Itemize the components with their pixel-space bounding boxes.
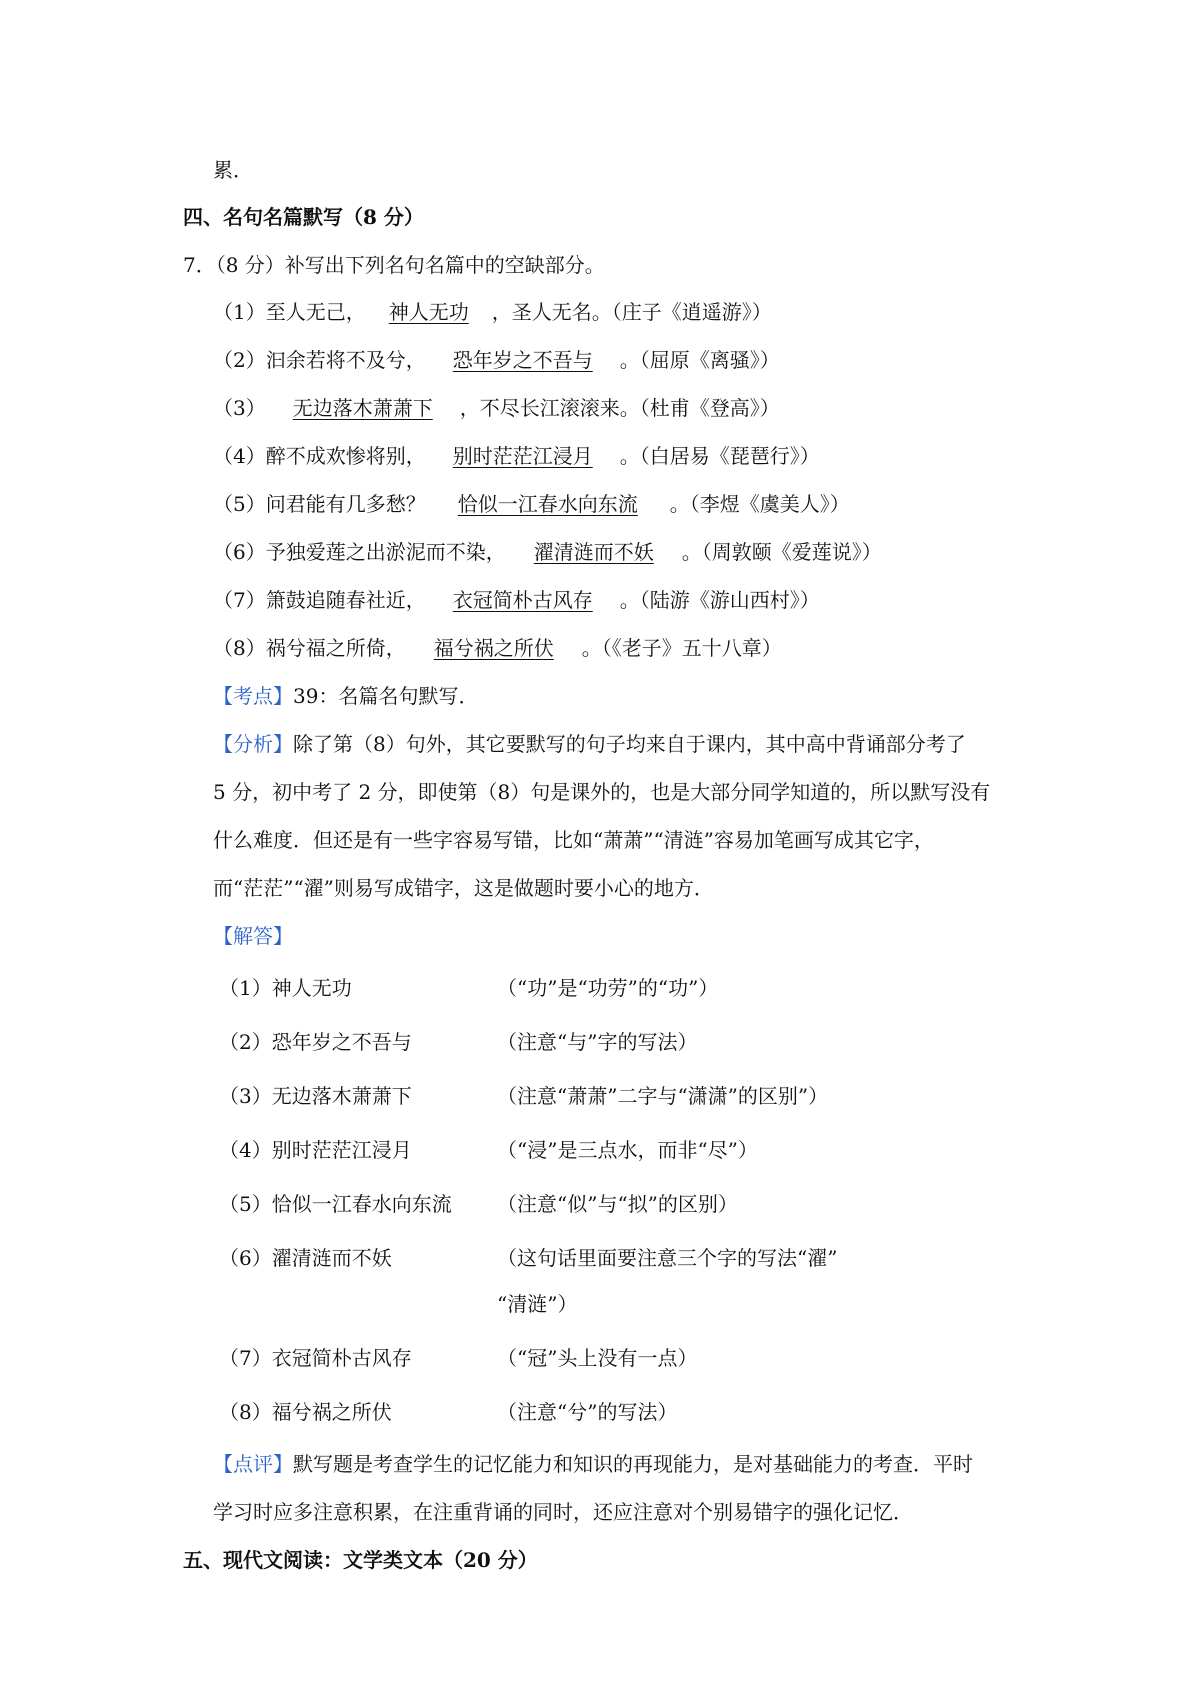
answer-blank: 衣冠简朴古风存 xyxy=(452,588,593,612)
jieda-tag: 【解答】 xyxy=(213,924,293,948)
answer-row-1 xyxy=(219,978,352,998)
item-prefix: 祸兮福之所倚， xyxy=(265,636,406,660)
answer-note-8: （注意“兮”的写法） xyxy=(497,1400,678,1424)
answer-blank: 恰似一江春水向东流 xyxy=(457,492,638,516)
answer-note-4: （“浸”是三点水，而非“尽”） xyxy=(497,1138,758,1162)
kaodian-line xyxy=(213,686,478,706)
answer-row-3: （3）无边落木萧萧下 xyxy=(219,1084,412,1108)
item-number: （3） xyxy=(213,396,266,420)
continuation-text: 累． xyxy=(213,158,253,182)
fenxi-tag: 【分析】 xyxy=(213,732,293,756)
answer-blank: 无边落木萧萧下 xyxy=(292,396,433,420)
fill-item-7 xyxy=(213,590,820,610)
answer-row-6: （6）濯清涟而不妖 xyxy=(219,1246,392,1270)
fill-item-6 xyxy=(213,542,882,562)
section-5-heading: 五、现代文阅读：文学类文本（20 分） xyxy=(183,1548,538,1572)
dianping-line-1 xyxy=(213,1454,973,1474)
item-prefix: 醉不成欢惨将别， xyxy=(265,444,426,468)
fill-item-1 xyxy=(213,302,772,322)
fenxi-line-3: 什么难度．但还是有一些字容易写错，比如“萧萧”“清涟”容易加笔画写成其它字， xyxy=(213,828,934,852)
item-prefix: 汩余若将不及兮， xyxy=(265,348,426,372)
item-suffix: 。（白居易《琵琶行》） xyxy=(619,444,820,468)
fill-item-4 xyxy=(213,446,820,466)
answer-note-6a: （这句话里面要注意三个字的写法“濯” xyxy=(497,1246,838,1270)
fenxi-line-1 xyxy=(213,734,966,754)
item-number: （1） xyxy=(213,300,266,324)
answer-note-1: （“功”是“功劳”的“功”） xyxy=(497,976,719,1000)
fenxi-line-2: 5 分，初中考了 2 分，即使第（8）句是课外的，也是大部分同学知道的，所以默写没有 xyxy=(213,780,991,804)
answer-row-5: （5）恰似一江春水向东流 xyxy=(219,1192,452,1216)
answer-note-2: （注意“与”字的写法） xyxy=(497,1030,698,1054)
item-number: （6） xyxy=(213,540,266,564)
fill-item-3 xyxy=(213,398,780,418)
fill-item-5 xyxy=(213,494,850,514)
item-suffix: 。（陆游《游山西村》） xyxy=(619,588,820,612)
dianping-line-2: 学习时应多注意积累，在注重背诵的同时，还应注意对个别易错字的强化记忆． xyxy=(213,1500,913,1524)
item-number: （2） xyxy=(213,348,266,372)
answer-row-4: （4）别时茫茫江浸月 xyxy=(219,1138,412,1162)
kaodian-tag: 【考点】 xyxy=(213,684,293,708)
question-prompt: 补写出下列名句名篇中的空缺部分。 xyxy=(284,253,605,277)
item-suffix: ，圣人无名。（庄子《逍遥游》） xyxy=(491,300,772,324)
item-prefix: 问君能有几多愁？ xyxy=(265,492,426,516)
item-suffix: 。（《老子》五十八章） xyxy=(581,636,782,660)
answer-blank: 恐年岁之不吾与 xyxy=(452,348,593,372)
question-7 xyxy=(183,255,605,275)
item-number: （7） xyxy=(213,588,266,612)
item-suffix: ，不尽长江滚滚来。（杜甫《登高》） xyxy=(459,396,780,420)
item-suffix: 。（屈原《离骚》） xyxy=(619,348,780,372)
item-prefix: 至人无己， xyxy=(265,300,366,324)
dianping-tag: 【点评】 xyxy=(213,1452,293,1476)
answer-blank: 神人无功 xyxy=(388,300,469,324)
answer-blank: 别时茫茫江浸月 xyxy=(452,444,593,468)
question-number: 7．（8 分） xyxy=(183,253,285,277)
section-4-heading: 四、名句名篇默写（8 分） xyxy=(183,205,424,229)
item-suffix: 。（李煜《虞美人》） xyxy=(669,492,850,516)
answer-note-7: （“冠”头上没有一点） xyxy=(497,1346,698,1370)
answer-text: （1）神人无功 xyxy=(219,976,352,1000)
fill-item-8 xyxy=(213,638,782,658)
dianping-text: 默写题是考查学生的记忆能力和知识的再现能力，是对基础能力的考查．平时 xyxy=(293,1452,973,1476)
item-prefix: 予独爱莲之出淤泥而不染， xyxy=(265,540,506,564)
answer-note-3: （注意“萧萧”二字与“潇潇”的区别”） xyxy=(497,1084,829,1108)
fenxi-line-4: 而“茫茫”“濯”则易写成错字，这是做题时要小心的地方． xyxy=(213,876,714,900)
fill-item-2 xyxy=(213,350,780,370)
answer-row-8: （8）福兮祸之所伏 xyxy=(219,1400,392,1424)
answer-blank: 福兮祸之所伏 xyxy=(433,636,554,660)
item-prefix: 箫鼓追随春社近， xyxy=(265,588,426,612)
answer-blank: 濯清涟而不妖 xyxy=(533,540,654,564)
fenxi-text: 除了第（8）句外，其它要默写的句子均来自于课内，其中高中背诵部分考了 xyxy=(293,732,966,756)
kaodian-text: 39：名篇名句默写． xyxy=(293,684,479,708)
item-number: （8） xyxy=(213,636,266,660)
answer-note-5: （注意“似”与“拟”的区别） xyxy=(497,1192,738,1216)
item-number: （5） xyxy=(213,492,266,516)
answer-row-7: （7）衣冠简朴古风存 xyxy=(219,1346,412,1370)
item-number: （4） xyxy=(213,444,266,468)
answer-row-2: （2）恐年岁之不吾与 xyxy=(219,1030,412,1054)
answer-note-6b: “清涟”） xyxy=(497,1292,578,1316)
item-suffix: 。（周敦颐《爱莲说》） xyxy=(681,540,882,564)
